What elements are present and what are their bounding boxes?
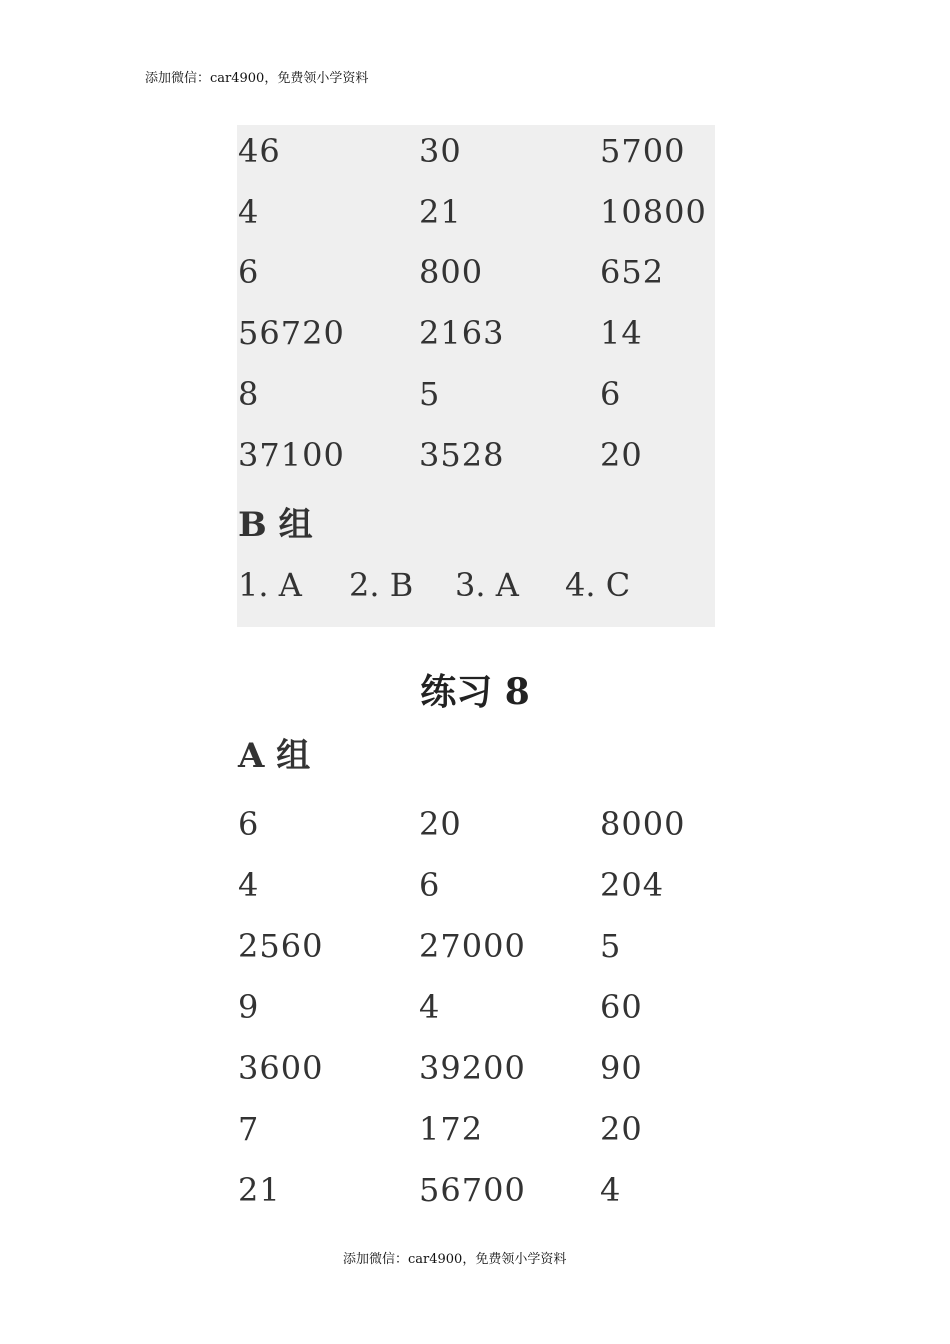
cell: 60 bbox=[600, 988, 643, 1026]
table-row bbox=[238, 1170, 718, 1210]
group-b-label: B 组 bbox=[238, 505, 313, 545]
cell: 21 bbox=[419, 193, 462, 231]
table-row bbox=[238, 926, 718, 966]
table-row bbox=[238, 1109, 718, 1149]
cell: 800 bbox=[419, 253, 484, 291]
cell: 20 bbox=[600, 1110, 643, 1148]
cell: 7 bbox=[238, 1110, 260, 1148]
choice-answers bbox=[238, 565, 708, 605]
cell: 56720 bbox=[238, 314, 345, 352]
footer-watermark: 添加微信：car4900，免费领小学资料 bbox=[343, 1252, 567, 1267]
choice-answer: 2. B bbox=[349, 566, 414, 604]
cell: 10800 bbox=[600, 193, 707, 231]
table-row bbox=[238, 192, 718, 232]
choice-answer: 1. A bbox=[238, 566, 302, 604]
cell: 8 bbox=[238, 375, 260, 413]
cell: 20 bbox=[419, 805, 462, 843]
cell: 2560 bbox=[238, 927, 324, 965]
group-a-label: A 组 bbox=[238, 736, 311, 776]
cell: 9 bbox=[238, 988, 260, 1026]
header-watermark: 添加微信：car4900，免费领小学资料 bbox=[145, 71, 369, 86]
cell: 20 bbox=[600, 436, 643, 474]
cell: 21 bbox=[238, 1171, 281, 1209]
cell: 90 bbox=[600, 1049, 643, 1087]
cell: 5 bbox=[419, 375, 441, 413]
cell: 37100 bbox=[238, 436, 345, 474]
table-row bbox=[238, 313, 718, 353]
cell: 30 bbox=[419, 132, 462, 170]
table-row bbox=[238, 987, 718, 1027]
cell: 6 bbox=[238, 805, 260, 843]
table-row bbox=[238, 374, 718, 414]
cell: 652 bbox=[600, 253, 665, 291]
cell: 4 bbox=[238, 866, 260, 904]
cell: 3600 bbox=[238, 1049, 324, 1087]
table-row bbox=[238, 435, 718, 475]
cell: 5700 bbox=[600, 132, 686, 170]
choice-answer: 4. C bbox=[565, 566, 631, 604]
cell: 4 bbox=[419, 988, 441, 1026]
cell: 6 bbox=[600, 375, 622, 413]
choice-answer: 3. A bbox=[455, 566, 519, 604]
cell: 204 bbox=[600, 866, 665, 904]
page-title: 练习 8 bbox=[420, 671, 530, 713]
cell: 46 bbox=[238, 132, 281, 170]
cell: 172 bbox=[419, 1110, 484, 1148]
cell: 39200 bbox=[419, 1049, 526, 1087]
table-row bbox=[238, 865, 718, 905]
table-row bbox=[238, 804, 718, 844]
cell: 2163 bbox=[419, 314, 505, 352]
cell: 4 bbox=[600, 1171, 622, 1209]
cell: 14 bbox=[600, 314, 643, 352]
cell: 27000 bbox=[419, 927, 526, 965]
table-row bbox=[238, 131, 718, 171]
cell: 56700 bbox=[419, 1171, 526, 1209]
cell: 6 bbox=[238, 253, 260, 291]
cell: 4 bbox=[238, 193, 260, 231]
cell: 3528 bbox=[419, 436, 505, 474]
cell: 5 bbox=[600, 927, 622, 965]
cell: 8000 bbox=[600, 805, 686, 843]
cell: 6 bbox=[419, 866, 441, 904]
table-row bbox=[238, 252, 718, 292]
table-row bbox=[238, 1048, 718, 1088]
